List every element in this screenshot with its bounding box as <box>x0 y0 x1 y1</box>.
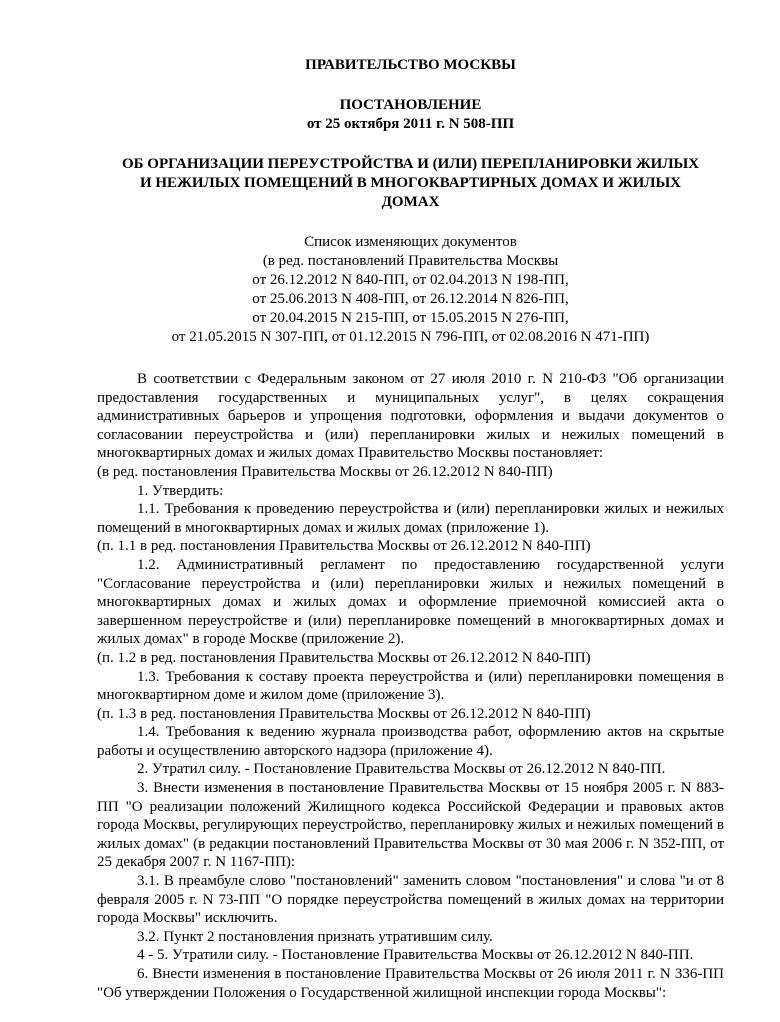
amendments-line: от 21.05.2015 N 307-ПП, от 01.12.2015 N 796-ПП, от 02.08.2016 N 471-ПП) <box>171 329 650 345</box>
amendments-line: от 26.12.2012 N 840-ПП, от 02.04.2013 N 198-ПП, <box>252 272 569 288</box>
amendment-note: (в ред. постановления Правительства Москвы от 26.12.2012 N 840-ПП) <box>97 463 553 480</box>
paragraph-1: 1. Утвердить: <box>137 482 224 499</box>
amendments-line: от 25.06.2013 N 408-ПП, от 26.12.2014 N 826-ПП, <box>252 291 569 307</box>
paragraph-4-5: 4 - 5. Утратили силу. - Постановление Правительства Москвы от 26.12.2012 N 840-ПП. <box>137 947 694 964</box>
document-body <box>97 370 724 1002</box>
amendments-line: Список изменяющих документов <box>304 234 517 250</box>
document-date-number: от 25 октября 2011 г. N 508-ПП <box>306 116 515 132</box>
paragraph-1-3: 1.3. Требования к составу проекта переустройства и (или) перепланировки помещения в многоквартирном доме и жилом доме (приложение 3). <box>97 668 724 704</box>
amendment-note: (п. 1.2 в ред. постановления Правительства Москвы от 26.12.2012 N 840-ПП) <box>97 649 591 666</box>
paragraph-3: 3. Внести изменения в постановление Правительства Москвы от 15 ноября 2005 г. N 883-ПП "О реализации положений Жилищного кодекса Российской Федерации и правовых актов города Москвы, регулирующих переустройство, перепланировку жилых и нежилых помещений в жилых домах" (в редакции постановлений Правительства Москвы от 30 мая 2006 г. N 352-ПП, от 25 декабря 2007 г. N 1167-ПП): <box>97 780 724 871</box>
amendments-line: (в ред. постановлений Правительства Москвы <box>262 253 559 269</box>
decree-header <box>97 96 724 134</box>
government-name: ПРАВИТЕЛЬСТВО МОСКВЫ <box>305 57 516 73</box>
amendment-note: (п. 1.3 в ред. постановления Правительства Москвы от 26.12.2012 N 840-ПП) <box>97 705 591 722</box>
amendments-list <box>97 233 724 347</box>
paragraph-3-1: 3.1. В преамбуле слово "постановлений" заменить словом "постановления" и слова "и от 8 февраля 2005 г. N 73-ПП "О порядке переустройства помещений в жилых домах на территории города Москвы" исключить. <box>97 873 724 927</box>
paragraph-1-2: 1.2. Административный регламент по предоставлению государственной услуги "Согласование переустройства и (или) перепланировки жилых и нежилых помещений в многоквартирных домах и жилых домах и оформление приемочной комиссией акта о завершенном переустройстве и (или) перепланировке помещений в многоквартирных домах и жилых домах" в городе Москве (приложение 2). <box>97 556 724 648</box>
document-type: ПОСТАНОВЛЕНИЕ <box>339 97 482 113</box>
title-line: ДОМАХ <box>381 194 440 210</box>
document-title <box>97 155 724 212</box>
paragraph-3-2: 3.2. Пункт 2 постановления признать утратившим силу. <box>137 928 493 945</box>
paragraph-1-1: 1.1. Требования к проведению переустройства и (или) перепланировки жилых и нежилых помещений в многоквартирных домах и жилых домах (приложение 1). <box>97 501 724 536</box>
title-line: И НЕЖИЛЫХ ПОМЕЩЕНИЙ В МНОГОКВАРТИРНЫХ ДОМАХ И ЖИЛЫХ <box>139 175 682 191</box>
amendment-note: (п. 1.1 в ред. постановления Правительства Москвы от 26.12.2012 N 840-ПП) <box>97 538 591 555</box>
paragraph-1-4: 1.4. Требования к ведению журнала производства работ, оформлению актов на скрытые работы и осуществлению авторского надзора (приложение 4). <box>97 724 724 759</box>
paragraph-2: 2. Утратил силу. - Постановление Правительства Москвы от 26.12.2012 N 840-ПП. <box>137 761 666 778</box>
amendments-line: от 20.04.2015 N 215-ПП, от 15.05.2015 N 276-ПП, <box>252 310 569 326</box>
title-line: ОБ ОРГАНИЗАЦИИ ПЕРЕУСТРОЙСТВА И (ИЛИ) ПЕРЕПЛАНИРОВКИ ЖИЛЫХ <box>121 156 700 172</box>
paragraph-6: 6. Внести изменения в постановление Правительства Москвы от 26 июля 2011 г. N 336-ПП "Об утверждении Положения о Государственной жилищной инспекции города Москвы": <box>97 966 724 1001</box>
paragraph-preamble: В соответствии с Федеральным законом от 27 июля 2010 г. N 210-ФЗ "Об организации предоставления государственных и муниципальных услуг", в целях сокращения административных барьеров и упрощения подготовки, оформления и выдачи документов о согласовании переустройства и (или) перепланировки жилых и нежилых помещений в многоквартирных домах и жилых домах Правительство Москвы постановляет: <box>97 371 724 462</box>
